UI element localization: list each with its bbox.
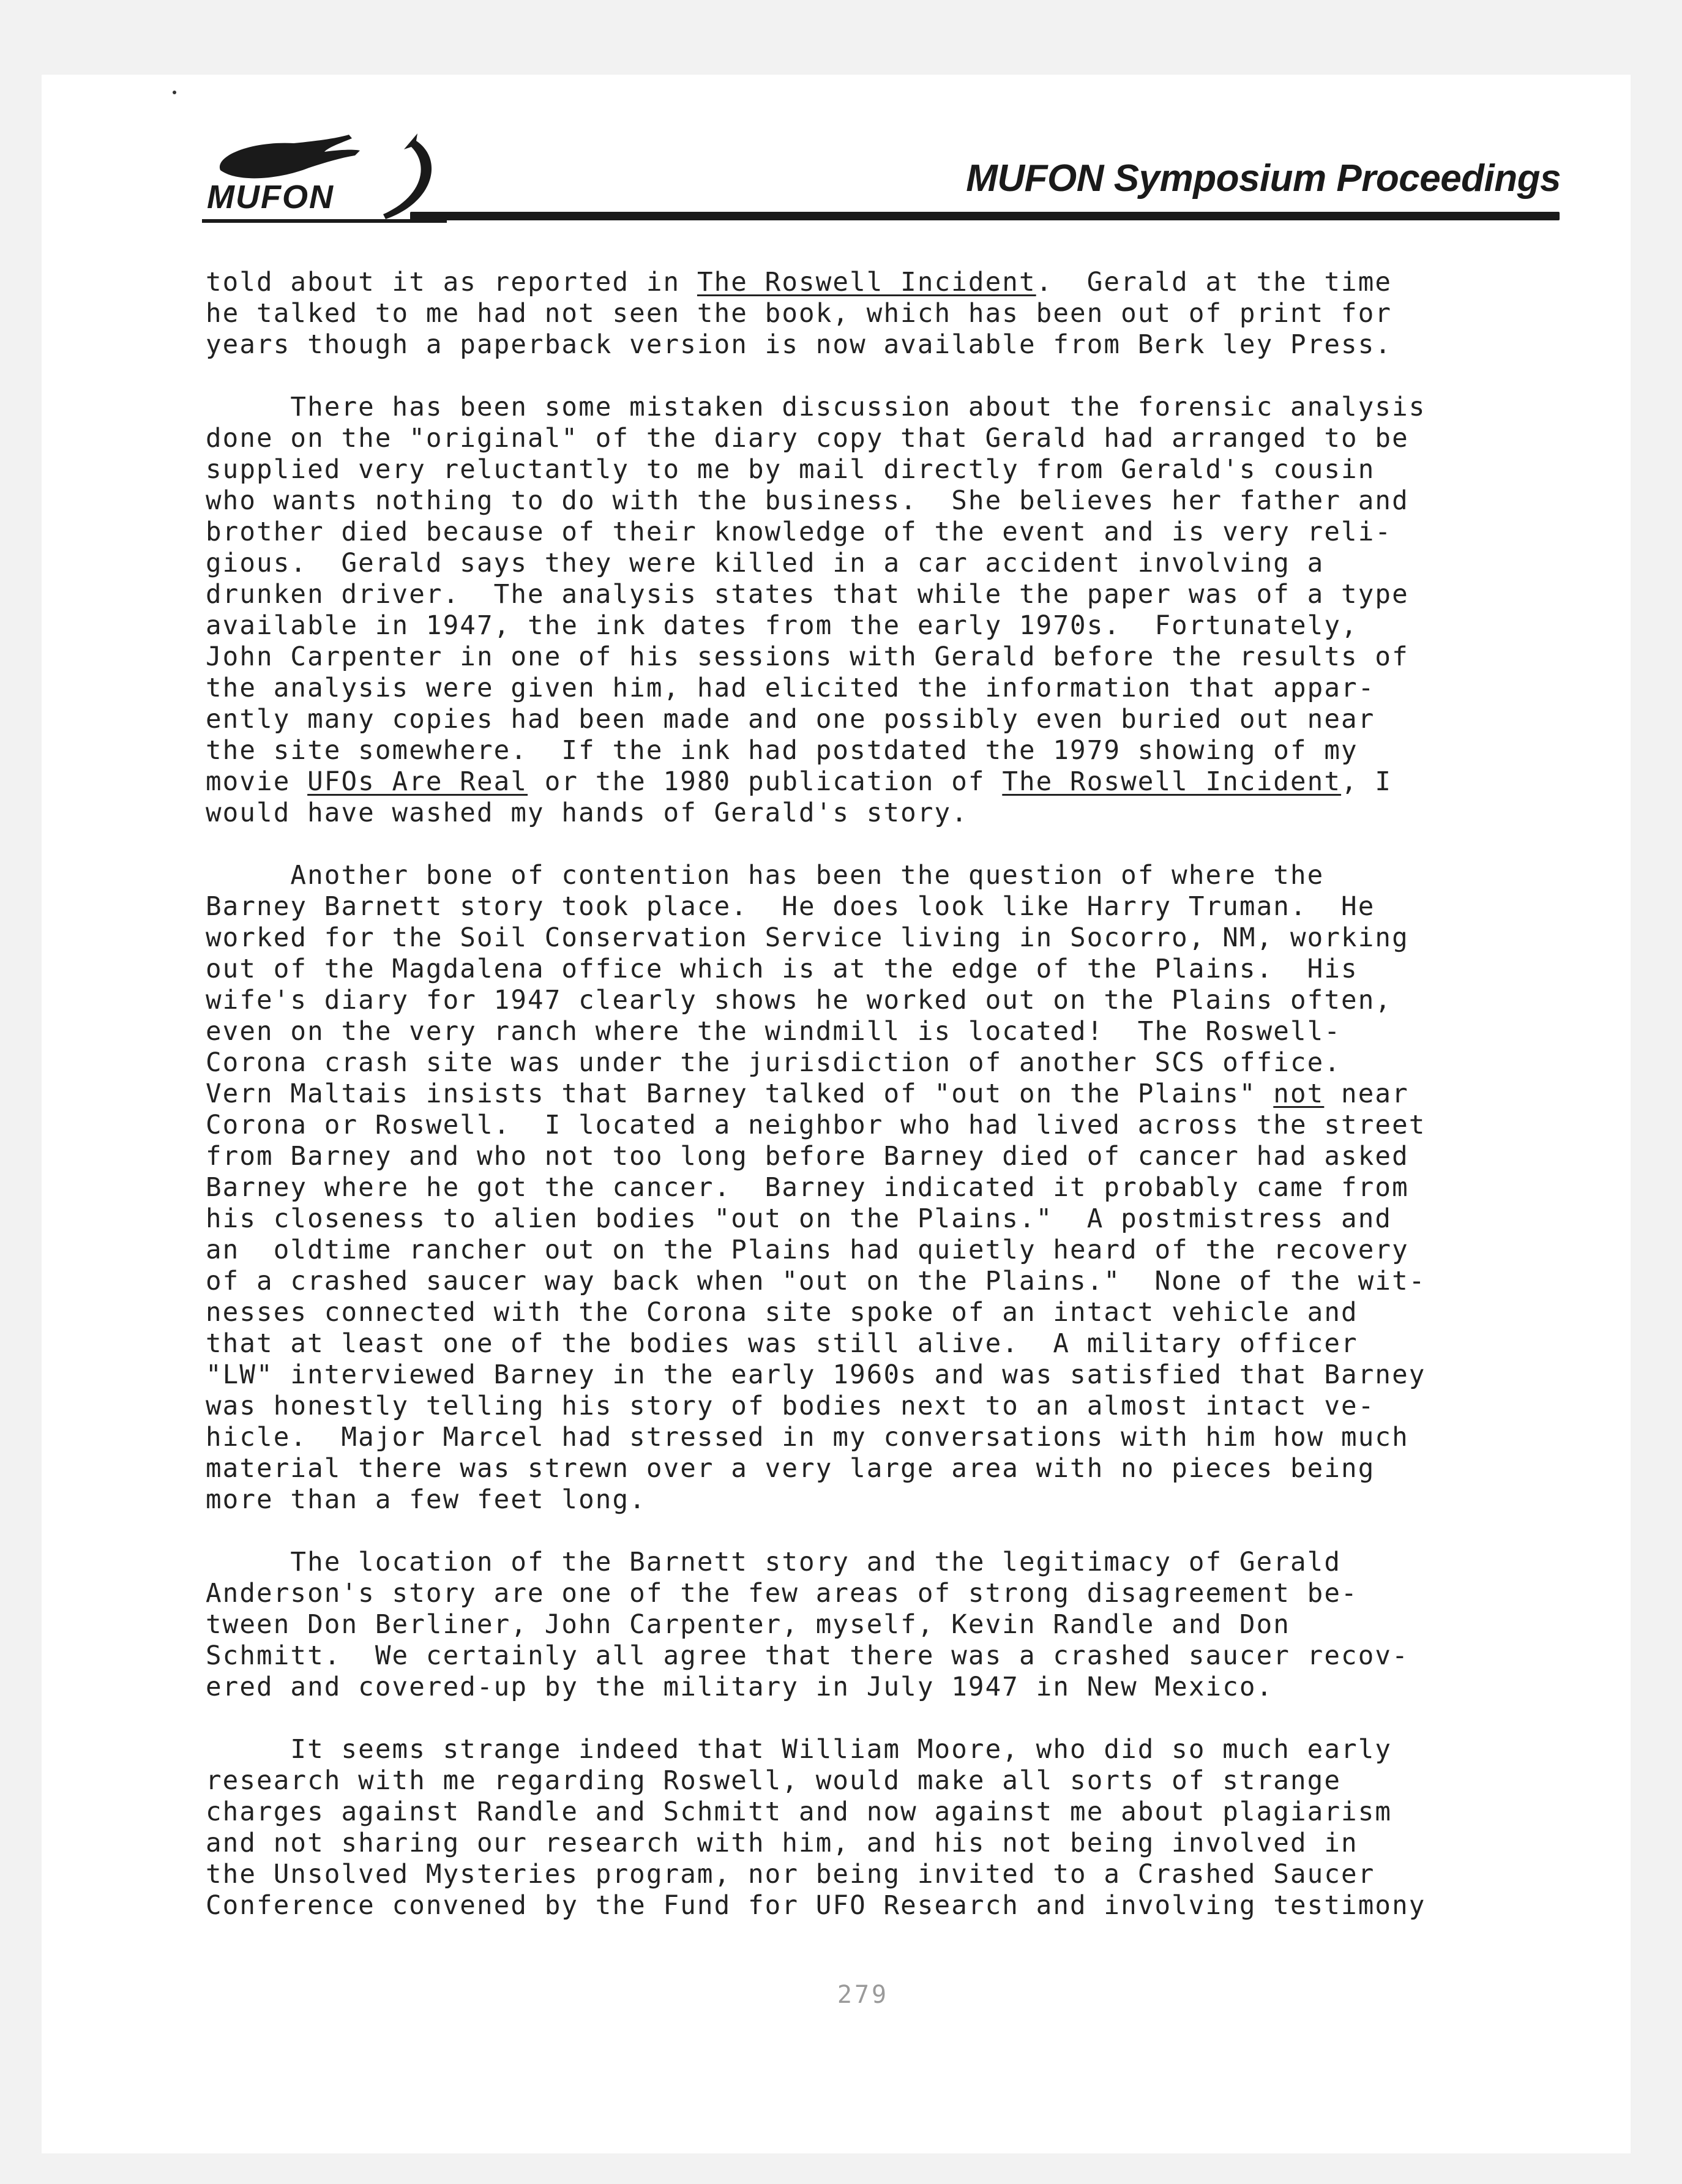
text-segment: would have washed my hands of Gerald's story. <box>206 798 968 828</box>
swoosh-icon <box>383 133 432 219</box>
text-line <box>206 579 1583 610</box>
text-segment: of a crashed saucer way back when "out on the Plains." None of the wit- <box>206 1266 1426 1296</box>
header-rule <box>410 212 1560 220</box>
text-segment: available in 1947, the ink dates from the early 1970s. Fortunately, <box>206 611 1358 641</box>
paragraph <box>206 267 1583 361</box>
saucer-icon <box>220 135 360 178</box>
text-segment: out of the Magdalena office which is at the edge of the Plains. His <box>206 954 1358 984</box>
text-segment: was honestly telling his story of bodies next to an almost intact ve- <box>206 1391 1375 1421</box>
text-segment: Barney Barnett story took place. He does look like Harry Truman. He <box>206 892 1375 922</box>
text-line <box>206 1765 1583 1797</box>
text-segment: gious. Gerald says they were killed in a car accident involving a <box>206 548 1325 578</box>
text-segment: Anderson's story are one of the few areas of strong disagreement be- <box>206 1579 1358 1609</box>
underlined-title: UFOs Are Real <box>307 767 528 797</box>
text-segment: Another bone of contention has been the question of where the <box>206 861 1325 891</box>
text-segment: supplied very reluctantly to me by mail directly from Gerald's cousin <box>206 455 1375 485</box>
text-line <box>206 641 1583 673</box>
text-line <box>206 423 1583 454</box>
text-segment: years though a paperback version is now available from Berk ley Press. <box>206 330 1392 360</box>
text-line <box>206 1890 1583 1921</box>
text-line <box>206 267 1583 298</box>
text-segment: wife's diary for 1947 clearly shows he worked out on the Plains often, <box>206 985 1392 1015</box>
text-segment: . Gerald at the time <box>1036 267 1392 297</box>
text-segment: an oldtime rancher out on the Plains had quietly heard of the recovery <box>206 1235 1409 1265</box>
text-segment: worked for the Soil Conservation Service living in Socorro, NM, working <box>206 923 1409 953</box>
text-line <box>206 1235 1583 1266</box>
text-segment: the site somewhere. If the ink had postdated the 1979 showing of my <box>206 736 1358 766</box>
text-segment: , I <box>1341 767 1392 797</box>
text-segment: research with me regarding Roswell, would make all sorts of strange <box>206 1766 1342 1796</box>
text-segment: Barney where he got the cancer. Barney indicated it probably came from <box>206 1173 1409 1203</box>
text-line <box>206 1609 1583 1640</box>
text-line <box>206 1110 1583 1141</box>
text-line <box>206 673 1583 704</box>
text-line <box>206 1640 1583 1672</box>
text-line <box>206 1016 1583 1047</box>
text-segment: more than a few feet long. <box>206 1485 646 1515</box>
text-segment: movie <box>206 767 308 797</box>
text-segment: ently many copies had been made and one possibly even buried out near <box>206 705 1375 735</box>
paragraph <box>206 860 1583 1516</box>
text-segment: he talked to me had not seen the book, which has been out of print for <box>206 299 1392 329</box>
text-line <box>206 1672 1583 1703</box>
text-line <box>206 704 1583 735</box>
text-segment: The location of the Barnett story and the legitimacy of Gerald <box>206 1547 1342 1577</box>
text-line <box>206 954 1583 985</box>
text-line <box>206 485 1583 517</box>
text-line <box>206 985 1583 1016</box>
logo-text: MUFON <box>207 179 334 215</box>
text-segment: near <box>1324 1079 1409 1109</box>
text-line <box>206 1547 1583 1578</box>
page-number: 279 <box>837 1981 889 2009</box>
text-line <box>206 1359 1583 1391</box>
text-segment: his closeness to alien bodies "out on the Plains." A postmistress and <box>206 1204 1392 1234</box>
text-line <box>206 548 1583 579</box>
header-rule-logo <box>202 219 447 223</box>
underlined-title: The Roswell Incident <box>697 267 1036 297</box>
text-line <box>206 1859 1583 1890</box>
text-segment: John Carpenter in one of his sessions with Gerald before the results of <box>206 642 1409 672</box>
underlined-title: not <box>1273 1079 1325 1109</box>
text-segment: that at least one of the bodies was still alive. A military officer <box>206 1329 1358 1359</box>
text-line <box>206 298 1583 329</box>
text-line <box>206 891 1583 922</box>
text-line <box>206 1734 1583 1765</box>
text-segment: drunken driver. The analysis states that while the paper was of a type <box>206 580 1409 610</box>
text-segment: nesses connected with the Corona site spoke of an intact vehicle and <box>206 1298 1358 1328</box>
text-segment: material there was strewn over a very large area with no pieces being <box>206 1454 1375 1484</box>
text-line <box>206 1079 1583 1110</box>
text-line <box>206 1141 1583 1172</box>
text-line <box>206 454 1583 485</box>
text-line <box>206 860 1583 891</box>
text-segment: There has been some mistaken discussion about the forensic analysis <box>206 392 1426 422</box>
text-segment: Conference convened by the Fund for UFO Research and involving testimony <box>206 1891 1426 1921</box>
paragraph <box>206 392 1583 829</box>
text-line <box>206 1797 1583 1828</box>
text-line <box>206 1047 1583 1079</box>
text-segment: It seems strange indeed that William Moore, who did so much early <box>206 1735 1392 1765</box>
text-segment: told about it as reported in <box>206 267 697 297</box>
text-segment: charges against Randle and Schmitt and now against me about plagiarism <box>206 1797 1392 1827</box>
text-line <box>206 392 1583 423</box>
text-line <box>206 922 1583 954</box>
scan-speck <box>173 91 176 94</box>
text-segment: hicle. Major Marcel had stressed in my conversations with him how much <box>206 1423 1409 1453</box>
text-line <box>206 735 1583 766</box>
text-line <box>206 1828 1583 1859</box>
text-line <box>206 610 1583 641</box>
text-segment: the analysis were given him, had elicited the information that appar- <box>206 673 1375 703</box>
text-segment: "LW" interviewed Barney in the early 1960s and was satisfied that Barney <box>206 1360 1426 1390</box>
text-segment: the Unsolved Mysteries program, nor being invited to a Crashed Saucer <box>206 1860 1375 1890</box>
text-segment: or the 1980 publication of <box>528 767 1003 797</box>
paragraph <box>206 1734 1583 1921</box>
text-segment: done on the "original" of the diary copy that Gerald had arranged to be <box>206 424 1409 454</box>
text-line <box>206 798 1583 829</box>
text-segment: brother died because of their knowledge of the event and is very reli- <box>206 517 1392 547</box>
text-segment: tween Don Berliner, John Carpenter, myself, Kevin Randle and Don <box>206 1610 1290 1640</box>
text-line <box>206 1453 1583 1484</box>
text-line <box>206 1578 1583 1609</box>
text-segment: and not sharing our research with him, and his not being involved in <box>206 1828 1358 1858</box>
text-segment: even on the very ranch where the windmill is located! The Roswell- <box>206 1017 1342 1047</box>
text-segment: from Barney and who not too long before Barney died of cancer had asked <box>206 1142 1409 1172</box>
text-line <box>206 1484 1583 1516</box>
text-line <box>206 1297 1583 1328</box>
text-segment: Corona or Roswell. I located a neighbor who had lived across the street <box>206 1110 1426 1140</box>
text-line <box>206 1203 1583 1235</box>
text-line <box>206 1422 1583 1453</box>
header-title: MUFON Symposium Proceedings <box>966 157 1561 200</box>
text-segment: Corona crash site was under the jurisdiction of another SCS office. <box>206 1048 1342 1078</box>
text-segment: Vern Maltais insists that Barney talked of "out on the Plains" <box>206 1079 1274 1109</box>
text-segment: Schmitt. We certainly all agree that there was a crashed saucer recov- <box>206 1641 1409 1671</box>
text-segment: who wants nothing to do with the business. She believes her father and <box>206 486 1409 516</box>
text-line <box>206 1266 1583 1297</box>
underlined-title: The Roswell Incident <box>1002 767 1342 797</box>
text-line <box>206 1328 1583 1359</box>
mufon-logo <box>202 122 459 226</box>
text-line <box>206 766 1583 798</box>
paragraph <box>206 1547 1583 1703</box>
text-line <box>206 329 1583 361</box>
text-segment: ered and covered-up by the military in July 1947 in New Mexico. <box>206 1672 1274 1702</box>
text-line <box>206 1172 1583 1203</box>
text-line <box>206 517 1583 548</box>
text-line <box>206 1391 1583 1422</box>
article-body <box>206 267 1583 1953</box>
